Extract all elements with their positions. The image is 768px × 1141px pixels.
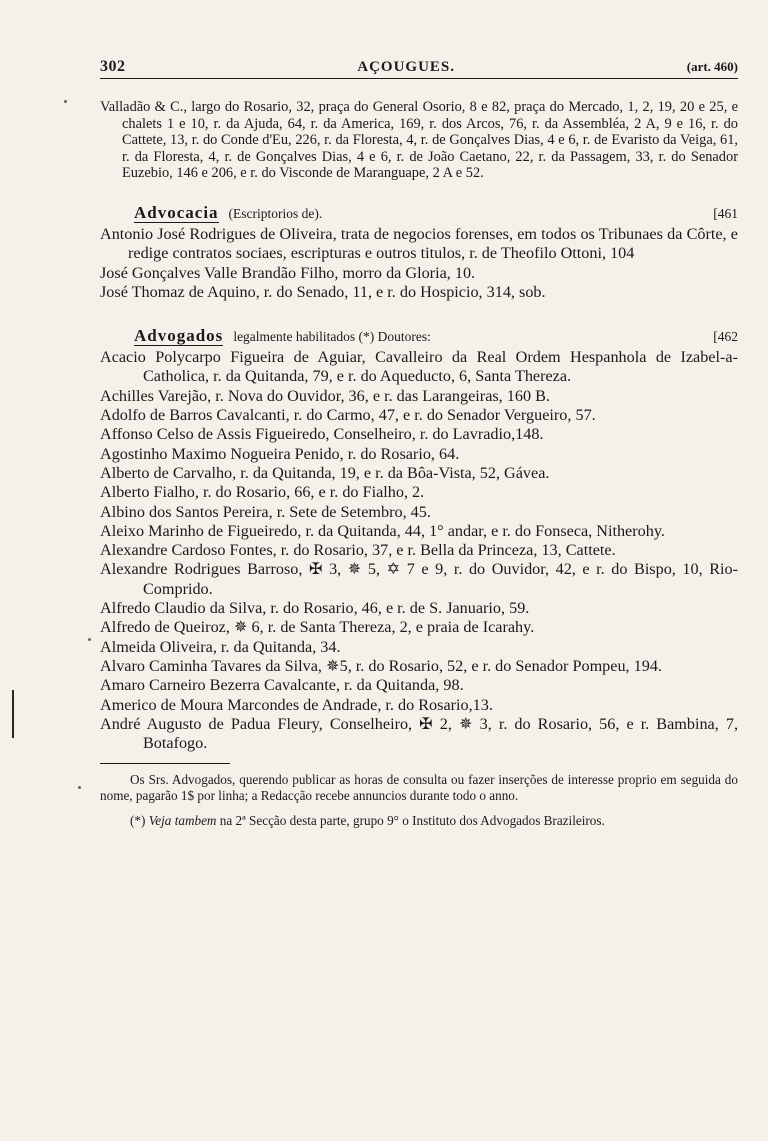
page-number: 302 [100, 58, 126, 75]
list-item: Aleixo Marinho de Figueiredo, r. da Quitanda, 44, 1° andar, e r. do Fonseca, Nitherohy. [100, 521, 665, 540]
list-item: André Augusto de Padua Fleury, Conselheiro, ✠ 2, ✵ 3, r. do Rosario, 56, e r. Bambina, 7, Botafogo. [100, 714, 738, 753]
ink-speck [88, 638, 91, 641]
list-item: Adolfo de Barros Cavalcanti, r. do Carmo, 47, e r. do Senador Vergueiro, 57. [100, 406, 596, 425]
page-header [100, 58, 738, 79]
section-heading-advocacia [100, 203, 738, 223]
margin-mark [12, 690, 14, 738]
list-item: Alfredo Claudio da Silva, r. do Rosario, 46, e r. de S. Januario, 59. [100, 599, 530, 618]
page-title: AÇOUGUES. [357, 59, 455, 75]
list-item: Almeida Oliveira, r. da Quitanda, 34. [100, 637, 341, 656]
list-item: Antonio José Rodrigues de Oliveira, trata de negocios forenses, em todos os Tribunaes da Côrte, e redige contratos sociaes, escripturas e outros titulos, r. de Theofilo Ottoni, 104 [100, 224, 738, 263]
list-item: José Thomaz de Aquino, r. do Senado, 11, e r. do Hospicio, 314, sob. [100, 282, 546, 301]
footnote-mark: (*) [130, 813, 146, 829]
list-item: Agostinho Maximo Nogueira Penido, r. do Rosario, 64. [100, 444, 460, 463]
section-title: Advogados [134, 326, 224, 346]
list-item: Americo de Moura Marcondes de Andrade, r. do Rosario,13. [100, 695, 493, 714]
intro-paragraph: Valladão & C., largo do Rosario, 32, praça do General Osorio, 8 e 82, praça do Mercado, 1, 2, 19, 20 e 25, e chalets 1 e 10, r. da Ajuda, 64, r. da America, 169, r. dos Arcos, 76, r. da Assembléa, 2 A, 9 e 16, r. do Cattete, 13, r. do Conde d'Eu, 226, r. da Floresta, 4, r. de Gonçalves Dias, 4 e 6, r. de Evaristo da Veiga, 61, r. da Floresta, 4, r. de Gonçalves Dias, 4 e 6, r. de João Caetano, 22, r. da Passagem, 33, r. do Senador Euzebio, 146 e 206, e r. do Visconde de Maranguape, 2 A e 52. [100, 99, 738, 182]
advogados-list [100, 348, 738, 753]
list-item: Albino dos Santos Pereira, r. Sete de Setembro, 45. [100, 502, 431, 521]
intro-paragraph-block [100, 99, 738, 182]
list-item: Achilles Varejão, r. Nova do Ouvidor, 36, e r. das Larangeiras, 160 B. [100, 386, 550, 405]
list-item: Alberto Fialho, r. do Rosario, 66, e r. do Fialho, 2. [100, 483, 425, 502]
footnote-see-also-italic: Veja tambem [148, 813, 217, 829]
footnote-see-also-text: na 2ª Secção desta parte, grupo 9° o Instituto dos Advogados Brazileiros. [219, 813, 605, 829]
list-item: Acacio Polycarpo Figueira de Aguiar, Cavalleiro da Real Ordem Hespanhola de Izabel-a-Catholica, r. da Quitanda, 79, e r. do Aqueducto, 6, Santa Thereza. [100, 348, 738, 386]
page [100, 58, 738, 839]
footnotes [100, 772, 738, 828]
ink-speck [78, 786, 81, 789]
section-number: [461 [713, 205, 738, 221]
list-item: Alfredo de Queiroz, ✵ 6, r. de Santa Thereza, 2, e praia de Icarahy. [100, 618, 535, 637]
list-item: Affonso Celso de Assis Figueiredo, Conselheiro, r. do Lavradio,148. [100, 425, 544, 444]
list-item: Alexandre Cardoso Fontes, r. do Rosario, 37, e r. Bella da Princeza, 13, Cattete. [100, 541, 616, 560]
footnote-advertising: Os Srs. Advogados, querendo publicar as horas de consulta ou fazer inserções de interesse proprio em seguida do nome, pagarão 1$ por linha; a Redacção recebe annuncios durante todo o anno. [100, 772, 738, 803]
ink-speck [64, 100, 67, 103]
section-heading-advogados [100, 326, 738, 346]
article-reference: (art. 460) [686, 59, 738, 74]
footnote-see-also [100, 813, 738, 828]
list-item: Alexandre Rodrigues Barroso, ✠ 3, ✵ 5, ✡ 7 e 9, r. do Ouvidor, 42, e r. do Bispo, 10, Rio-Comprido. [100, 560, 738, 598]
section-number: [462 [713, 329, 738, 345]
list-item: José Gonçalves Valle Brandão Filho, morro da Gloria, 10. [100, 263, 476, 282]
section-description: legalmente habilitados (*) Doutores: [233, 329, 431, 345]
advocacia-list [100, 225, 738, 302]
list-item: Amaro Carneiro Bezerra Cavalcante, r. da Quitanda, 98. [100, 676, 464, 695]
footnote-divider [100, 763, 230, 764]
section-description: (Escriptorios de). [228, 205, 323, 221]
list-item: Alberto de Carvalho, r. da Quitanda, 19, e r. da Bôa-Vista, 52, Gávea. [100, 463, 550, 482]
section-title: Advocacia [134, 202, 219, 222]
list-item: Alvaro Caminha Tavares da Silva, ✵5, r. do Rosario, 52, e r. do Senador Pompeu, 194. [100, 656, 662, 675]
